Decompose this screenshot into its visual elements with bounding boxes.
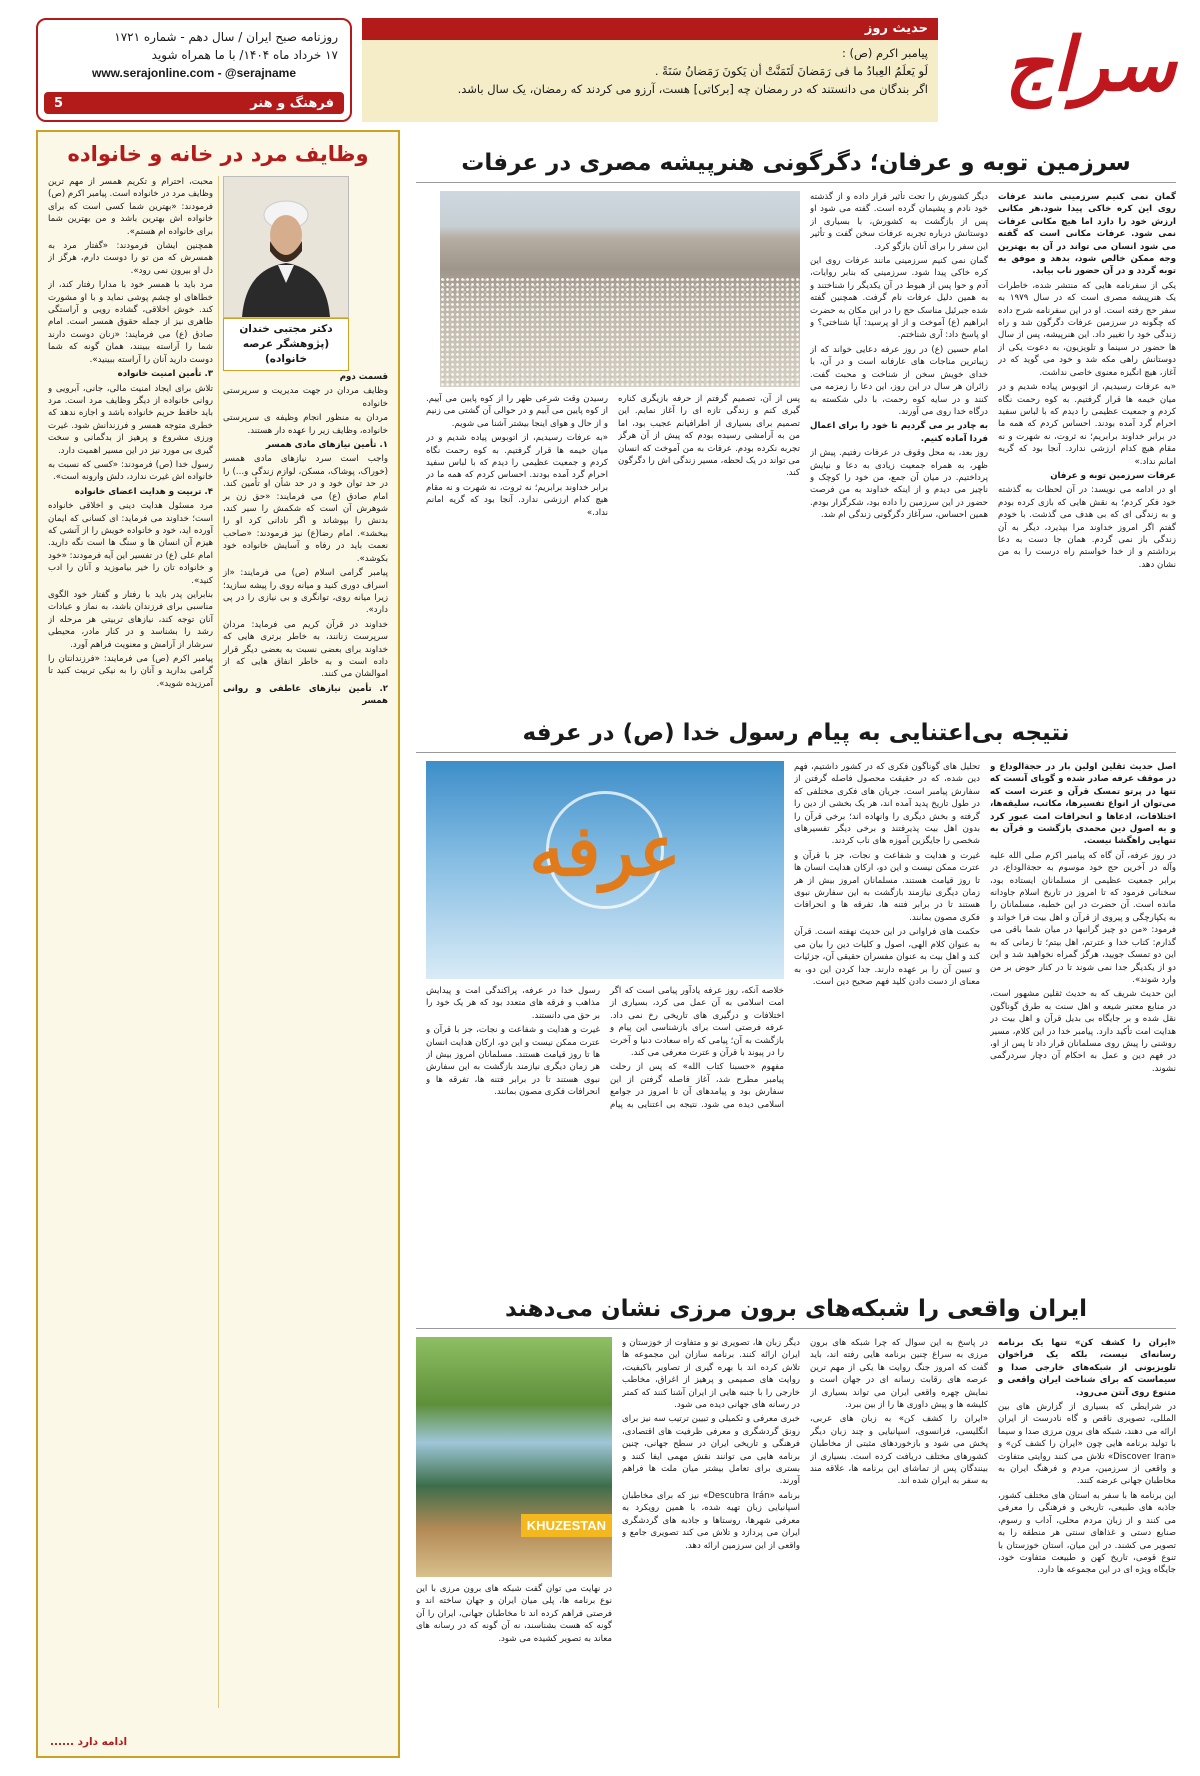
paragraph: برنامه «Descubra Irán» نیز که برای مخاطبان اسپانیایی زبان تهیه شده، با همین رویکرد به معرفی شهرها، روستاها و جاذبه های گردشگری ایران می پردازد و تلاش می کند تصویری جامع و واقعی از این سرزمین ارائه دهد. [622, 1490, 800, 1551]
subheading: ۱. تأمین نیازهای مادی همسر [265, 440, 388, 451]
article-column [794, 761, 980, 1273]
sidebar-body [48, 176, 388, 1708]
paragraph: گمان نمی کنیم سرزمینی مانند عرفات روی این کره خاکی پیدا شود. سرزمینی که بنابر روایات، آدم و حوا پس از هبوط در آن یکدیگر را شناختند و به همین دلیل عرفات نام گرفت. همچنین گفته شده جبرئیل مناسک حج را در این مکان به حضرت ابراهیم (ع) آموخت و از او پرسید: آیا شناختی؟ و او پاسخ داد: آری شناختم. [810, 256, 988, 341]
article-media [416, 1337, 612, 1747]
paragraph: همچنین ایشان فرمودند: «گفتار مرد به همسرش که من تو را دوست دارم، هرگز از دل او بیرون نمی رود». [48, 241, 213, 276]
hadith-box [362, 18, 938, 122]
paragraph: پیامبر گرامی اسلام (ص) می فرمایند: «از اسراف دوری کنید و میانه روی را پیشه سازید؛ زیرا میانه روی، توانگری و بی نیازی را در پی دارد». [223, 568, 388, 616]
paragraph: یکی از سفرنامه هایی که منتشر شده، خاطرات یک هنرپیشه مصری است که در سال ۱۹۷۹ به سفر حج رفته است. او در این سفرنامه شرح داده که چگونه در سرزمین عرفات دگرگون شد و راه زندگی خود را تغییر داد. این هنرپیشه، پس از سال ها حضور در سینما و تلویزیون، به دعوت یکی از دوستانش راهی مکه شد و خود می گوید که در آغاز، هیچ انگیزه معنوی خاصی نداشت. [998, 280, 1176, 378]
subheading: ۴. تربیت و هدایت اعضای خانواده [74, 486, 213, 497]
author-role: (پژوهشگر عرصه خانواده) [242, 338, 330, 365]
paragraph: واجب است سرد نیازهای مادی همسر (خوراک، پوشاک، مسکن، لوازم زندگی و...) را در حد توان خود و در حد شأن او تأمین کند. امام صادق (ع) می فرمایند: «حق زن بر شوهرش آن است که شکمش را سیر کند، بدنش را بپوشاند و اگر نادانی کرد او را ببخشد». امام رضا(ع) نیز فرمودند: «صاحب نعمت باید در رفاه و آسایش خانواده خود بکوشد». [223, 454, 388, 564]
logo-text: سراج [1004, 22, 1176, 108]
issue-line: روزنامه صبح ایران / سال دهم - شماره ۱۷۲۱ [114, 30, 338, 44]
article-columns [416, 1337, 1176, 1747]
article-lead: گمان نمی کنیم سرزمینی مانند عرفات روی این کره خاکی پیدا شود.هر مکانی ارزش خود را دارد اما هیچ مکانی عرفات نمی شود. عرفات مکانی است که گفته می شود انسان می تواند در آن به بهترین وجه ممکن خالص شود، بدهد و موفق به توبه گردد و در آن حضور ناب بیابد. [998, 192, 1176, 277]
paragraph: در شرایطی که بسیاری از گزارش های بین المللی، تصویری ناقص و گاه نادرست از ایران ارائه می دهند، شبکه های برون مرزی صدا و سیما با تولید برنامه هایی چون «ایران را کشف کن» و «Discover Iran» تلاش می کنند روایتی متفاوت و واقعی از سرزمین، مردم و فرهنگ ایران به مخاطبان جهانی عرضه کنند. [998, 1402, 1176, 1487]
paragraph: روز بعد، به محل وقوف در عرفات رفتیم. پیش از ظهر، به همراه جمعیت زیادی به دعا و نیایش پرداختیم. در میان آن جمع، من خود را کوچک و ناچیز می دیدم و از اینکه خداوند به من فرصت حضور در این سرزمین را داده بود، شکرگزار بودم. همین احساس، سرآغاز دگرگونی زندگی ام شد. [810, 448, 988, 521]
section-heading: قسمت دوم [339, 372, 388, 382]
paragraph: «به عرفات رسیدیم، از اتوبوس پیاده شدیم و در میان خیمه ها قرار گرفتیم. به کوه رحمت نگاه کردم و جمعیت عظیمی را دیدم که با لباس سفید احرام گرد آمده بودند. احساس کردم که همه ما در برابر خداوند برابریم؛ نه ثروت، نه شهرت و نه مقام هیچ کدام ارزشی ندارد. آنجا بود که گریه امانم نداد.» [426, 433, 608, 518]
masthead [36, 18, 1176, 122]
paragraph: غیرت و هدایت و شفاعت و نجات، جز با قرآن و عترت ممکن نیست و این دو، ارکان هدایت انسان ها تا روز قیامت هستند. مسلمانان امروز بیش از هر زمان دیگری نیازمند بازگشت به این سفارش نبوی هستند تا در برابر فتنه ها، تفرقه ها و انحرافات فکری مصون بمانند. [794, 850, 980, 923]
author-photo [223, 176, 349, 318]
article-lead: اصل حدیث ثقلین اولین بار در حجةالوداع و در موقف عرفه صادر شده و گویای آنست که تنها در پرتو تمسک قرآن و عترت است که می‌توان از انواع تفسیرها، مکاتب، سلیقه‌ها، اختلافات، ادعاها و انحرافات امت عبور کرد و به اصول دین محمدی بازگشت و قرآن به تنهایی راهگشا نیست. [990, 762, 1176, 847]
paragraph: او در ادامه می نویسد: در آن لحظات به گذشته خود فکر کردم؛ به نقش هایی که بازی کرده بودم و به زندگی ای که بی هدف می گذشت. با خودم گفتم اگر امروز خداوند مرا بپذیرد، دیگر به آن زندگی باز نمی گردم. همان جا دست به دعا برداشتم و از خدا خواستم راه درست را به من نشان دهد. [998, 485, 1176, 570]
section-name: فرهنگ و هنر [250, 95, 334, 111]
article-arafat [416, 150, 1176, 710]
paragraph: خبری معرفی و تکمیلی و تبیین ترتیب سه نیز برای رونق گردشگری و معرفی ظرفیت های اقتصادی، فرهنگی و تاریخی ایران در سطح جهانی، چنین برنامه هایی می توانند نقش مهمی ایفا کنند و بستری برای تعامل بیشتر میان ملت ها فراهم آورند. [622, 1414, 800, 1487]
article-column [810, 1337, 988, 1747]
paragraph: خلاصه آنکه، روز عرفه یادآور پیامی است که اگر امت اسلامی به آن عمل می کرد، بسیاری از اختلافات و درگیری های تاریخی رخ نمی داد. عرفه فرصتی است برای بازشناسی این پیام و بازگشت به آن؛ پیامی که راه سعادت دنیا و آخرت را در پیوند با قرآن و عترت معرفی می کند. [610, 986, 784, 1059]
paragraph: وظایف مردان در جهت مدیریت و سرپرستی خانواده [223, 386, 388, 409]
paragraph: تحلیل های گوناگون فکری که در کشور داشتیم، فهم دین شده، که در حقیقت محصول فاصله گرفتن از سفارش پیامبر است. جریان های فکری مختلفی که در طول تاریخ پدید آمده اند، هر یک بخشی از دین را گرفته و بخش دیگری را وانهاده اند؛ برخی قرآن را بدون اهل بیت پذیرفتند و برخی دیگر تفسیرهای شخصی را جایگزین آموزه های ناب کردند. [794, 762, 980, 847]
paragraph: این برنامه ها با سفر به استان های مختلف کشور، جاذبه های طبیعی، تاریخی و فرهنگی را معرفی می کنند و از زبان مردم محلی، آداب و رسوم، صنایع دستی و غذاهای سنتی هر منطقه را به تصویر می کشند. در این میان، استان خوزستان با تنوع قومی، تاریخ کهن و طبیعت متفاوت خود، جایگاه ویژه ای در این مجموعه ها دارد. [998, 1490, 1176, 1576]
paragraph: حکمت های فراوانی در این حدیث نهفته است. قرآن به عنوان کلام الهی، اصول و کلیات دین را بیان می کند و اهل بیت به عنوان مفسران حقیقی آن، جزئیات و تبیین آن را بر عهده دارند. جدا کردن این دو، به معنای از دست دادن کلید فهم صحیح دین است. [794, 927, 980, 987]
date-line: ۱۷ خرداد ماه ۱۴۰۴/ با ما همراه شوید [151, 48, 338, 62]
paragraph: در نهایت می توان گفت شبکه های برون مرزی با این نوع برنامه ها، پلی میان ایران و جهان ساخته اند و فرصتی فراهم کرده اند تا مخاطبان جهانی، ایران را آن گونه که هست بشناسند، نه آن گونه که در رسانه های معاند به تصویر کشیده می شود. [416, 1584, 612, 1644]
photo-caption-column [426, 393, 608, 693]
article-arafa-message [416, 720, 1176, 1286]
article-media [426, 761, 784, 1273]
hadith-arabic: لَو یَعلَمُ العِبادُ ما فی رَمَضانَ لَتَمَنَّتْ أن یَکونَ رَمَضانُ سَنَةً . [654, 64, 928, 78]
photo-caption: رسیدن وقت شرعی ظهر را از کوه پایین می آییم. از کوه پایین می آییم و در حوالی آن گشتی می زنیم و از حال و هوای اینجا بیشتر آشنا می شویم. [426, 394, 608, 429]
newspaper-logo[interactable] [952, 18, 1176, 122]
sidebar-article [36, 130, 400, 1758]
article-columns [416, 191, 1176, 699]
paragraph: امام حسین (ع) در روز عرفه دعایی خواند که از زیباترین مناجات های عارفانه است و در آن، با خدای خویش سخن از شناخت و محبت گفت. زائران هر سال در این روز، این دعا را زمزمه می کنند و در سایه کوه رحمت، با دلی شکسته به درگاه خدا روی می آورند. [810, 344, 988, 417]
paragraph: در پاسخ به این سوال که چرا شبکه های برون مرزی به سراغ چنین برنامه هایی رفته اند، باید گفت که امروز جنگ روایت ها یکی از مهم ترین عرصه های رقابت رسانه ای در جهان است و نمایش چهره واقعی ایران می تواند بسیاری از کلیشه ها و پیش داوری ها را از بین ببرد. [810, 1338, 988, 1411]
article-column [990, 761, 1176, 1273]
author-caption [223, 318, 349, 371]
media-columns [426, 393, 800, 693]
paragraph: تلاش برای ایجاد امنیت مالی، جانی، آبرویی و روانی خانواده از دیگر وظایف مرد است. مرد باید حافظ حریم خانواده باشد و اجازه ندهد که خطری متوجه همسر و فرزندانش شود. غیرت ورزی مشروع و پرهیز از بدگمانی و سخت گیری بی مورد نیز در این مسیر اهمیت دارد. [48, 383, 213, 456]
website-link[interactable]: www.serajonline.com - @serajname [92, 66, 296, 80]
subheading: عرفات سرزمین توبه و عرفان [1050, 470, 1176, 481]
subheading: به چادر بر می گردیم تا خود را برای اعمال فردا آماده کنیم. [810, 421, 988, 444]
sidebar-title[interactable]: وظایف مرد در خانه و خانواده [67, 142, 369, 166]
article-column [416, 1583, 612, 1747]
paragraph: پس از آن، تصمیم گرفتم از حرفه بازیگری کناره گیری کنم و زندگی تازه ای را آغاز نمایم. این تصمیم برای بسیاری از اطرافیانم عجیب بود، اما من به آرامشی رسیده بودم که پیش از آن هرگز تجربه نکرده بودم. عرفات به من آموخت که انسان می تواند در یک لحظه، مسیر زندگی اش را دگرگون کند. [618, 394, 800, 479]
paragraph: مفهوم «حسبنا کتاب الله» که پس از رحلت پیامبر مطرح شد، آغاز فاصله گرفتن از این سفارش بود و پیامدهای آن تا امروز در جوامع اسلامی دیده می شود. نتیجه بی اعتنایی به پیام رسول خدا در عرفه، پراکندگی امت و پیدایش مذاهب و فرقه های متعدد بود که هر یک خود را بر حق می دانستند. [426, 986, 784, 1110]
article-column [622, 1337, 800, 1747]
arafa-calligraphy: عرفه [529, 809, 681, 892]
page-number: 5 [54, 95, 64, 111]
article-title[interactable]: نتیجه بی‌اعتنایی به پیام رسول خدا (ص) در عرفه [416, 720, 1176, 753]
paragraph: بنابراین پدر باید با رفتار و گفتار خود الگوی مناسبی برای فرزندان باشد، به نماز و عبادات آنان توجه کند، نیازهای تربیتی هر مرحله از رشد را بشناسد و در کنار مادر، محیطی سرشار از آرامش و معنویت فراهم آورد. [48, 590, 213, 650]
arafat-crowd-photo [440, 191, 800, 387]
paragraph: پیامبر اکرم (ص) می فرمایند: «فرزندانتان را گرامی بدارید و آنان را به نیکی تربیت کنید تا آمرزیده شوید». [48, 654, 213, 689]
article-column [426, 985, 784, 1273]
paragraph: مرد مسئول هدایت دینی و اخلاقی خانواده است؛ خداوند می فرماید: ای کسانی که ایمان آورده اید، خود و خانواده خویش را از آتشی که هیزم آن انسان ها و سنگ ها است نگه دارید. امام علی (ع) در تفسیر این آیه فرمودند: «خود و خانواده تان را خیر بیاموزید و آنان را ادب کنید». [48, 501, 213, 586]
paragraph: غیرت و هدایت و شفاعت و نجات، جز با قرآن و عترت ممکن نیست و این دو، ارکان هدایت انسان ها تا روز قیامت هستند. مسلمانان امروز بیش از هر زمان دیگری نیازمند بازگشت به این سفارش نبوی هستند تا در برابر فتنه ها، تفرقه ها و انحرافات فکری مصون بمانند. [426, 1025, 600, 1098]
paragraph: دیگر زبان ها، تصویری نو و متفاوت از خوزستان و ایران ارائه کنند. برنامه سازان این مجموعه ها تلاش کرده اند با بهره گیری از تصاویر باکیفیت، روایت های صمیمی و پرهیز از اغراق، مخاطب خارجی را با جنبه هایی از ایران آشنا کنند که کمتر در رسانه های جهانی دیده می شود. [622, 1338, 800, 1411]
article-iran-networks [416, 1296, 1176, 1758]
article-media [426, 191, 800, 699]
article-column [618, 393, 800, 693]
hadith-label: حدیث روز [362, 18, 938, 40]
continue-label: ادامه دارد ...... [50, 1736, 128, 1748]
article-columns [416, 761, 1176, 1273]
hadith-body [362, 40, 938, 122]
photo-banner: KHUZESTAN [521, 1514, 612, 1537]
subheading: ۲. تأمین نیازهای عاطفی و روانی همسر [223, 683, 388, 707]
arafa-illustration [426, 761, 784, 979]
khuzestan-photo [416, 1337, 612, 1577]
paragraph: دیگر کشورش را تحت تأثیر قرار داده و از گذشته خود نادم و پشیمان گرده است. گفته می شود او پس از بازگشت به کشورش، با بسیاری از دوستانش درباره تجربه عرفات سخن گفت و تأثیر این سفر را برای آنان بازگو کرد. [810, 192, 988, 252]
hadith-line1: پیامبر اکرم (ص) : [841, 46, 928, 60]
hadith-translation: اگر بندگان می دانستند که در رمضان چه [برکاتی] هست، آرزو می کردند که رمضان، یک سال باشد. [457, 82, 928, 96]
paragraph: خداوند در قرآن کریم می فرماید: مردان سرپرست زنانند، به خاطر برتری هایی که خداوند برای بعضی نسبت به بعضی دیگر قرار داده است و به خاطر انفاق هایی که از اموالشان می کنند. [223, 619, 388, 680]
author-portrait [223, 176, 349, 371]
paragraph: در روز عرفه، آن گاه که پیامبر اکرم صلی الله علیه وآله در آخرین حج خود موسوم به حجةالوداع، در برابر جمعیت عظیمی از مسلمانان ایستاده بود، سخنانی فرمود که تا امروز در تاریخ اسلام جاودانه مانده است. آن حضرت در این خطبه، مسلمانان را به یکپارچگی و پیروی از قرآن و اهل بیت فرا خواند و فرمود: «من دو چیز گرانبها در میان شما باقی می گذارم: کتاب خدا و عترتم، اهل بیتم؛ تا زمانی که به این دو تمسک جویید، هرگز گمراه نخواهید شد و این دو از یکدیگر جدا نمی شوند تا در کنار حوض بر من وارد شوند». [990, 850, 1176, 985]
author-name: دکتر مجتبی خندان [239, 323, 333, 335]
paragraph: «ایران را کشف کن» به زبان های عربی، انگلیسی، فرانسوی، اسپانیایی و چند زبان دیگر پخش می شود و بازخوردهای مثبتی از مخاطبان کشورهای مختلف دریافت کرده است. بسیاری از بینندگان پس از تماشای این برنامه ها، علاقه مند به سفر به ایران شده اند. [810, 1414, 988, 1487]
article-title[interactable]: ایران واقعی را شبکه‌های برون مرزی نشان می‌دهند [416, 1296, 1176, 1329]
article-column [810, 191, 988, 699]
article-column [998, 191, 1176, 699]
article-column [998, 1337, 1176, 1747]
issue-info-box [36, 18, 352, 122]
paragraph: این حدیث شریف که به حدیث ثقلین مشهور است، در منابع معتبر شیعه و اهل سنت به طرق گوناگون نقل شده و بر جایگاه بی بدیل قرآن و اهل بیت در هدایت امت تأکید دارد. پیامبر خدا در این کلام، مسیر روشنی را پیش روی مسلمانان قرار داد تا پس از او، در فهم دین و عمل به احکام آن دچار سردرگمی نشوند. [990, 989, 1176, 1074]
paragraph: مرد باید با همسر خود با مدارا رفتار کند، از خطاهای او چشم پوشی نماید و با او مشورت کند. خوش اخلاقی، گشاده رویی و آراستگی ظاهری نیز از جمله حقوق همسر است. امام صادق (ع) می فرمایند: «زنان دوست دارند شما را آراسته ببینند، همان گونه که شما دوست دارید آنان را آراسته ببینید». [48, 280, 213, 365]
section-bar [44, 92, 344, 114]
paragraph: محبت، احترام و تکریم همسر از مهم ترین وظایف مرد در خانواده است. پیامبر اکرم (ص) فرمودند: «بهترین شما کسی است که برای خانواده اش بهترین باشد و من بهترین شما برای خانواده ام هستم». [48, 177, 213, 237]
article-lead: «ایران را کشف کن» تنها یک برنامه رسانه‌ای نیست، بلکه یک فراخوان تلویزیونی از شبکه‌های خارجی صدا و سیماست که برای شناخت ایران واقعی و متنوع روی آنتن می‌رود. [998, 1338, 1176, 1398]
paragraph: رسول خدا (ص) فرمودند: «کسی که نسبت به خانواده اش غیرت ندارد، دلش وارونه است». [48, 459, 213, 483]
subheading: ۳. تأمین امنیت خانواده [117, 369, 213, 380]
paragraph: «به عرفات رسیدیم، از اتوبوس پیاده شدیم و در میان خیمه ها قرار گرفتیم. به کوه رحمت نگاه کردم و جمعیت عظیمی را دیدم که با لباس سفید احرام گرد آمده بودند. احساس کردم که همه ما در برابر خداوند برابریم؛ نه ثروت، نه شهرت و نه مقام هیچ کدام ارزشی ندارد. آنجا بود که گریه امانم نداد.» [998, 382, 1176, 467]
article-title[interactable]: سرزمین توبه و عرفان؛ دگرگونی هنرپیشه مصری در عرفات [416, 150, 1176, 183]
paragraph: مردان به منظور انجام وظیفه ی سرپرستی خانواده، وظایف زیر را عهده دار هستند. [223, 413, 388, 436]
